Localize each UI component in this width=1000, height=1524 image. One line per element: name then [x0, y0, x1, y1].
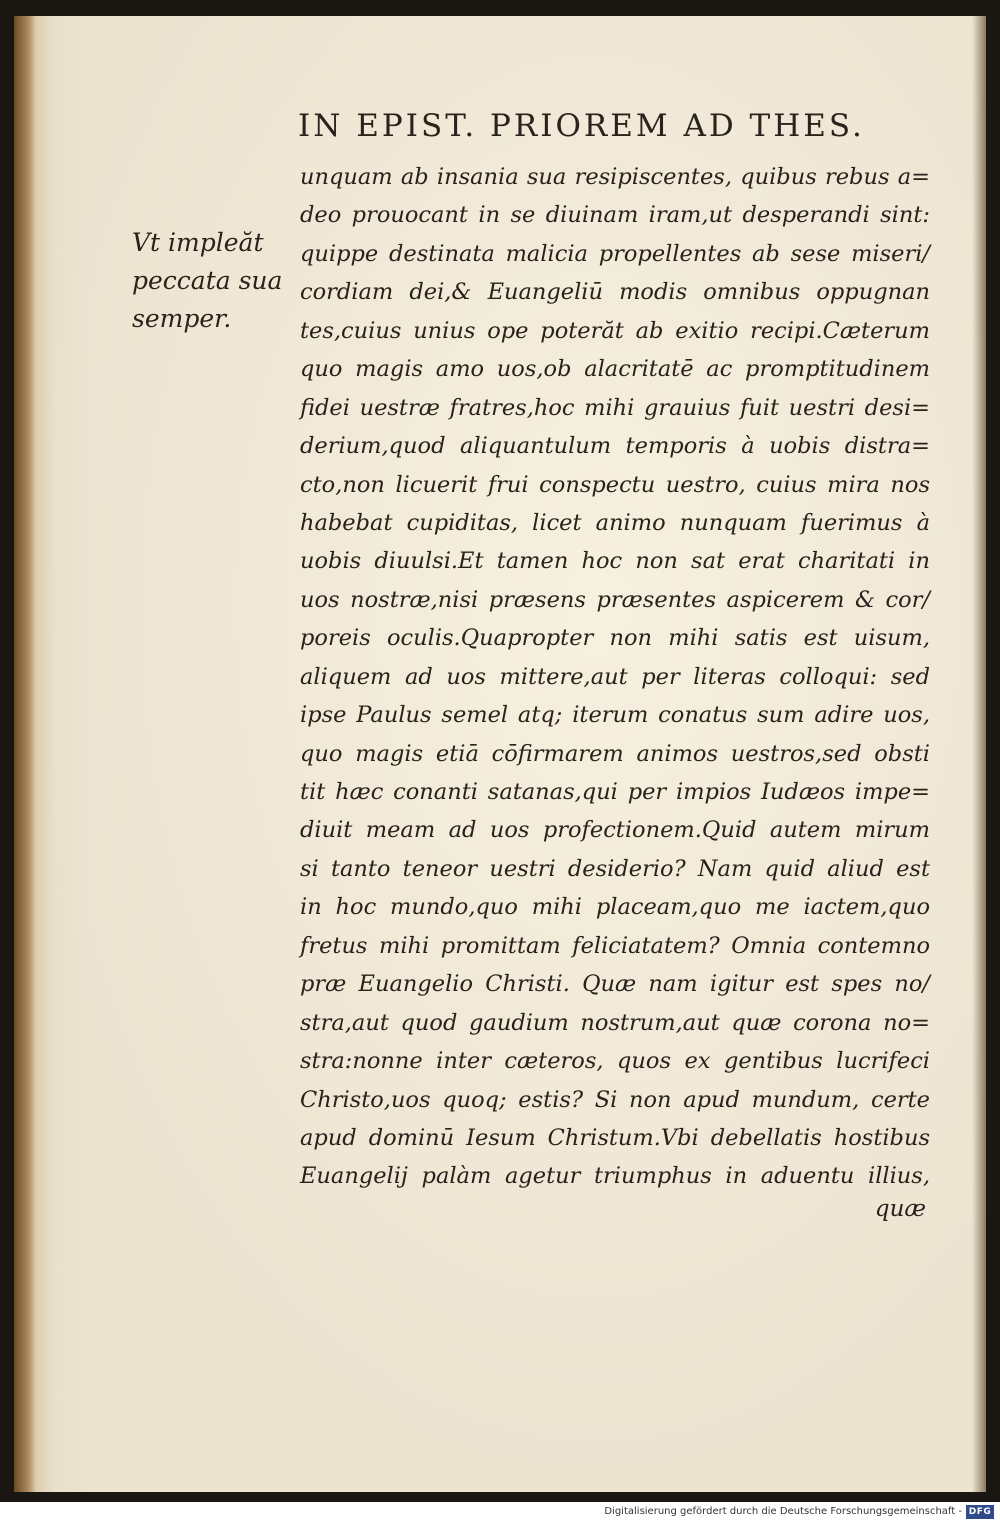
- text-line: unquam ab insania sua resipiscentes, quibus rebus a=: [300, 164, 930, 190]
- margin-note-line: peccata sua: [132, 266, 283, 295]
- text-line: in hoc mundo,quo mihi placeam,quo me iactem,quo: [300, 894, 930, 921]
- text-line: fidei uestræ fratres,hoc mihi grauius fuit uestri desi=: [300, 394, 930, 421]
- margin-note-line: Vt impleăt: [132, 228, 264, 257]
- text-line: derium,quod aliquantulum temporis à uobis distra=: [300, 433, 930, 460]
- text-line: habebat cupiditas, licet animo nunquam fuerimus à: [300, 509, 930, 536]
- body-text: [300, 158, 930, 1196]
- text-line: poreis oculis.Quapropter non mihi satis est uisum,: [300, 625, 930, 652]
- text-line: tit hæc conanti satanas,qui per impios Iudæos impe=: [300, 779, 930, 805]
- text-line: stra:nonne inter cæteros, quos ex gentibus lucrifeci: [300, 1048, 930, 1075]
- text-line: deo prouocant in se diuinam iram,ut desperandi sint:: [300, 202, 930, 229]
- text-line: Christo,uos quoq; estis? Si non apud mundum, certe: [300, 1086, 930, 1113]
- margin-note-line: semper.: [132, 304, 232, 333]
- text-line: quippe destinata malicia propellentes ab sese miseri/: [300, 240, 930, 267]
- text-line: si tanto teneor uestri desiderio? Nam quid aliud est: [300, 855, 930, 882]
- text-line: cordiam dei,& Euangeliū modis omnibus oppugnan: [300, 279, 930, 306]
- page-edge-shadow: [972, 16, 986, 1492]
- text-line: fretus mihi promittam feliciatatem? Omnia contemno: [300, 932, 930, 959]
- running-head: IN EPIST. PRIOREM AD THES.: [298, 108, 865, 144]
- text-line: quo magis etiā cōfirmarem animos uestros,sed obsti: [300, 740, 930, 767]
- text-line: aliquem ad uos mittere,aut per literas colloqui: sed: [300, 663, 930, 690]
- footer-bar: [0, 1502, 1000, 1524]
- text-line: quo magis amo uos,ob alacritatē ac promptitudinem: [300, 356, 930, 383]
- text-line: Euangelij palàm agetur triumphus in aduentu illius,: [300, 1163, 930, 1190]
- text-line: tes,cuius unius ope poterăt ab exitio recipi.Cæterum: [300, 317, 930, 344]
- text-line: uos nostræ,nisi præsens præsentes aspicerem & cor/: [300, 586, 930, 613]
- text-line: cto,non licuerit frui conspectu uestro, cuius mira nos: [300, 471, 930, 498]
- text-line: ipse Paulus semel atq; iterum conatus sum adire uos,: [300, 702, 930, 729]
- page-spine-shadow: [14, 16, 36, 1492]
- margin-note: [132, 224, 292, 338]
- text-line: apud dominū Iesum Christum.Vbi debellatis hostibus: [300, 1124, 930, 1151]
- text-line: uobis diuulsi.Et tamen hoc non sat erat charitati in: [300, 548, 930, 575]
- funding-credit: Digitalisierung gefördert durch die Deutsche Forschungsgemeinschaft -: [604, 1506, 962, 1517]
- text-line: stra,aut quod gaudium nostrum,aut quæ corona no=: [300, 1009, 930, 1036]
- text-line: præ Euangelio Christi. Quæ nam igitur est spes no/: [300, 971, 930, 998]
- text-line: diuit meam ad uos profectionem.Quid autem mirum: [300, 817, 930, 844]
- catchword: quæ: [874, 1196, 926, 1222]
- dfg-logo[interactable]: DFG: [966, 1505, 994, 1519]
